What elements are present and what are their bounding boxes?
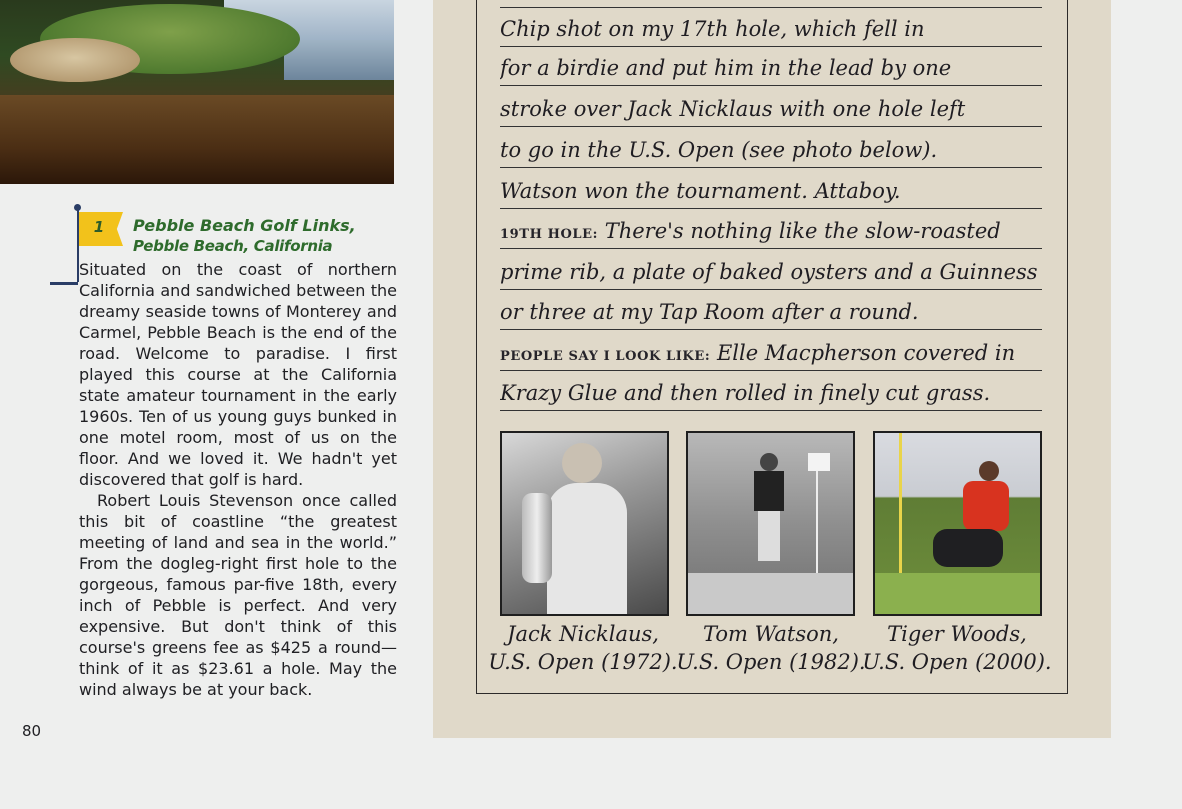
article-paragraph: Robert Louis Stevenson once called this bit of coastline “the greatest meeting of land and sea in the world.” From the dogleg-right first hole to the gorgeous, famous par-five 18th, every inch of Pebble is perfect. And very expensive. But don't think of this course's greens fee as $425 a round—think of it as $23.61 a hole. May the wind always be at your back. (79, 491, 397, 699)
photo-watson (686, 431, 855, 616)
pin-flag-icon (808, 453, 830, 471)
photo-figure-legs (933, 529, 1003, 567)
course-location: Pebble Beach, California (133, 237, 333, 255)
photo-bunker (10, 38, 140, 82)
look-like-line: Krazy Glue and then rolled in finely cut grass. (500, 376, 1042, 411)
photo-figure-body (963, 481, 1009, 531)
flag-base (50, 282, 78, 285)
look-like-label: PEOPLE SAY I LOOK LIKE: (500, 349, 711, 364)
nineteenth-hole-line (500, 214, 1042, 249)
photo-figure-legs (758, 511, 780, 561)
caption-woods (862, 620, 1052, 676)
flagstick-icon (816, 455, 818, 575)
article-paragraph: Situated on the coast of northern California and sandwiched between the dreamy seaside towns of Monterey and Carmel, Pebble Beach is the end of the road. Welcome to paradise. I first played this course at the California state amateur tournament in the early 1960s. Ten of us young guys bunked in one motel room, most of us on the floor. And we loved it. We hadn't yet discovered that golf is hard. (79, 260, 397, 489)
caption-nicklaus (488, 620, 678, 676)
photo-figure-head (760, 453, 778, 471)
photo-figure-body (754, 471, 784, 511)
favorite-memory-line: Watson won the tournament. Attaboy. (500, 174, 1042, 209)
favorite-memory-line: Chip shot on my 17th hole, which fell in (500, 12, 1042, 47)
caption-watson (676, 620, 866, 676)
photo-rough (0, 95, 394, 184)
photo-sea (284, 40, 394, 80)
photo-nicklaus (500, 431, 669, 616)
caption-line: U.S. Open (1982). (676, 650, 866, 674)
nineteenth-hole-line: or three at my Tap Room after a round. (500, 295, 1042, 330)
caption-line: U.S. Open (2000). (862, 650, 1052, 674)
flag-number: 1 (93, 218, 105, 236)
favorite-memory-line: stroke over Jack Nicklaus with one hole left (500, 92, 1042, 127)
nineteenth-hole-label: 19TH HOLE: (500, 227, 599, 242)
course-title (133, 216, 401, 256)
photo-figure-head (979, 461, 999, 481)
photo-woods (873, 431, 1042, 616)
page-number: 80 (22, 722, 42, 740)
look-like-line (500, 336, 1042, 371)
article-body (79, 259, 397, 700)
photo-figure-body (547, 483, 627, 616)
course-photo (0, 0, 394, 184)
caption-line: Jack Nicklaus, (507, 622, 659, 646)
favorite-memory-line: to go in the U.S. Open (see photo below). (500, 133, 1042, 168)
photo-figure-head (562, 443, 602, 483)
course-name: Pebble Beach Golf Links, (133, 216, 356, 235)
caption-line: U.S. Open (1972). (488, 650, 678, 674)
trophy-icon (522, 493, 552, 583)
photo-putting-green (875, 573, 1040, 614)
look-like-text: Elle Macpherson covered in (716, 341, 1016, 365)
nineteenth-hole-line: prime rib, a plate of baked oysters and a Guinness (500, 255, 1042, 290)
favorite-memory-line: for a birdie and put him in the lead by one (500, 51, 1042, 86)
flagstick-icon (899, 433, 902, 583)
caption-line: Tiger Woods, (887, 622, 1027, 646)
favorite-memory-label (500, 0, 662, 1)
nineteenth-hole-text: There's nothing like the slow-roasted (604, 219, 1001, 243)
photo-ground (688, 573, 853, 614)
caption-line: Tom Watson, (703, 622, 839, 646)
favorite-memory-label-line (500, 0, 1042, 8)
